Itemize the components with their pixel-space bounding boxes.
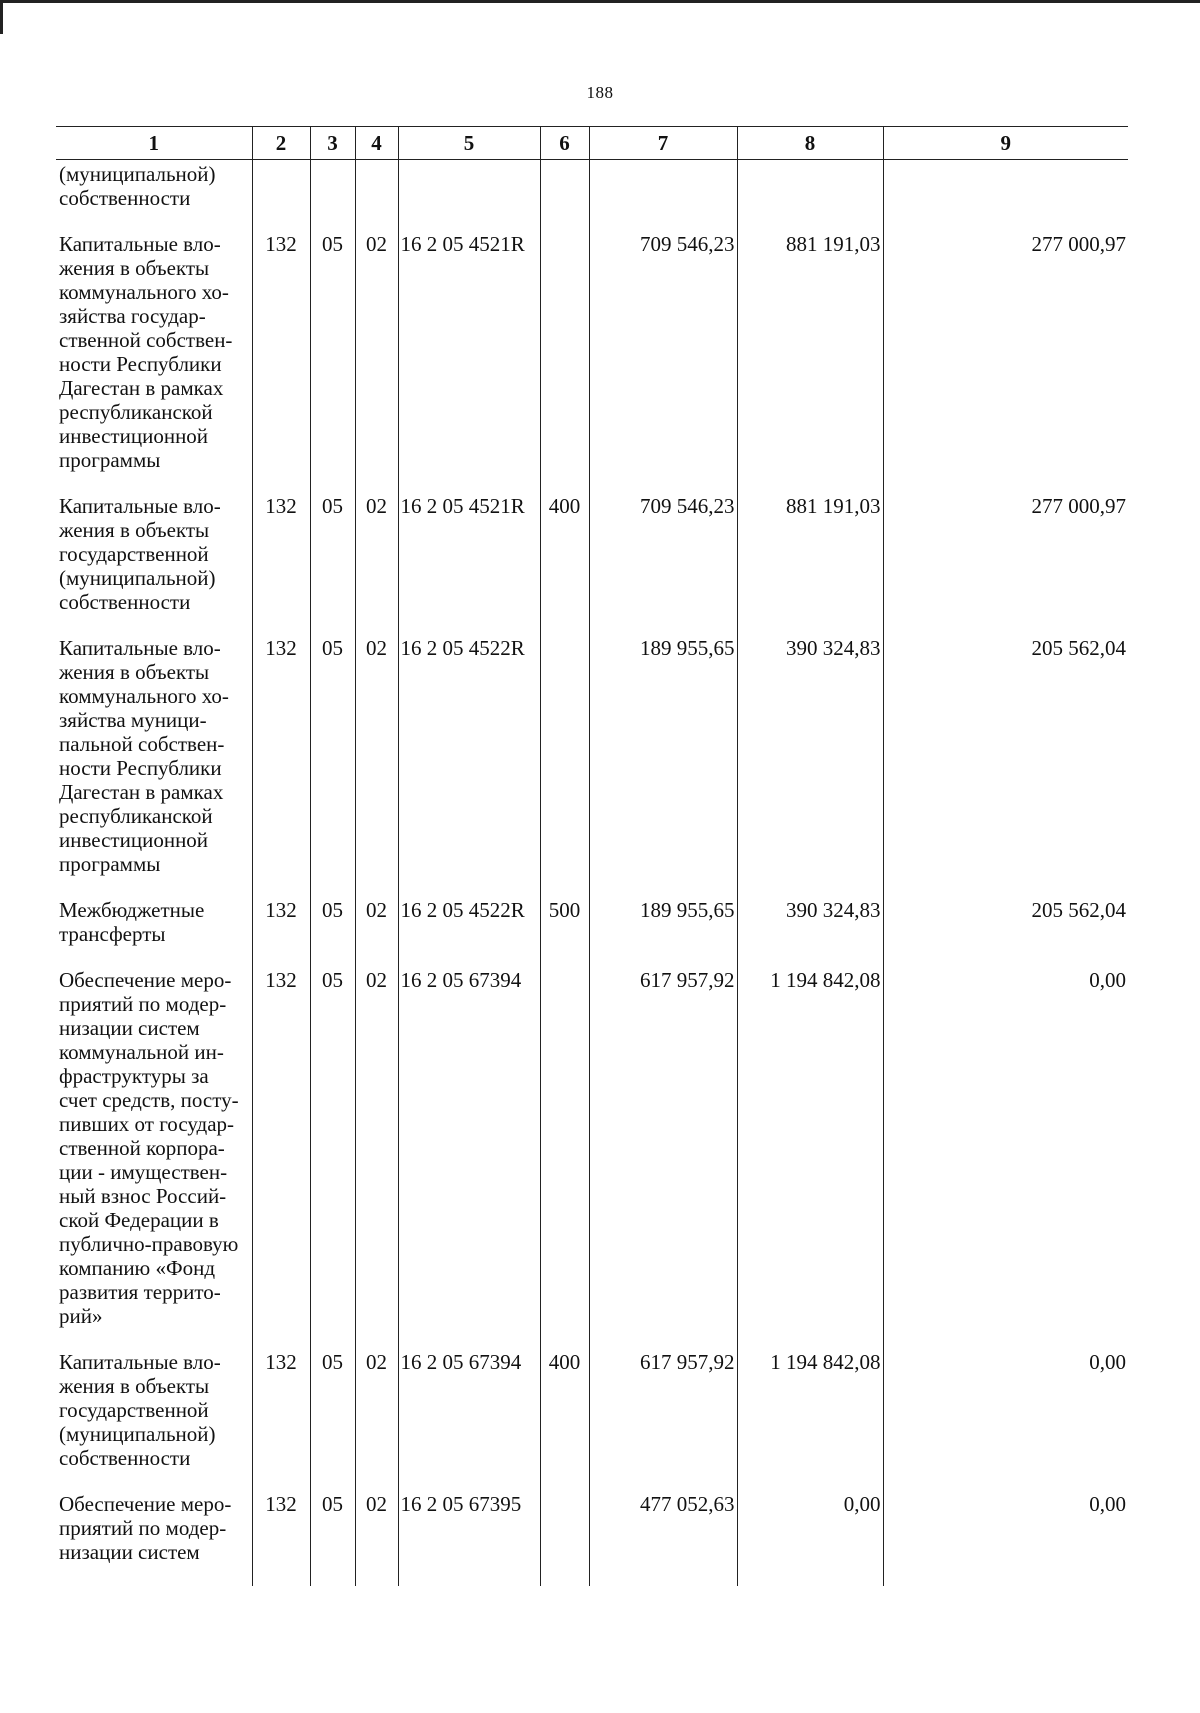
amount-col-9: [883, 1350, 1128, 1492]
admin-code: [252, 232, 310, 494]
expense-type-code: [540, 898, 589, 968]
section-code-text: 05: [322, 968, 343, 992]
row-name-text: (муниципальной) собственности: [59, 162, 216, 210]
amount-col-7-text: 709 546,23: [640, 232, 735, 256]
amount-col-9: [883, 232, 1128, 494]
subsection-code: [355, 232, 398, 494]
table-row: [56, 232, 1128, 494]
column-header: 4: [355, 127, 398, 160]
admin-code-text: 132: [265, 494, 297, 518]
expense-type-code: [540, 232, 589, 494]
target-article-code-text: 16 2 05 67394: [400, 1350, 522, 1374]
row-name-text: Капитальные вло- жения в объекты государственной (муниципальной) собственности: [59, 494, 221, 614]
section-code-text: 05: [322, 232, 343, 256]
column-header: 6: [540, 127, 589, 160]
admin-code: [252, 898, 310, 968]
amount-col-8-text: 390 324,83: [786, 898, 881, 922]
row-name: [56, 232, 252, 494]
expense-type-code-text: 400: [548, 1350, 581, 1374]
amount-col-8: [737, 1492, 883, 1586]
subsection-code-text: 02: [366, 232, 387, 256]
amount-col-8: [737, 636, 883, 898]
amount-col-7-text: 189 955,65: [640, 898, 735, 922]
subsection-code: [355, 160, 398, 233]
target-article-code-text: 16 2 05 4522R: [400, 636, 525, 660]
row-name: [56, 636, 252, 898]
amount-col-9-text: 277 000,97: [1031, 494, 1126, 518]
section-code-text: 05: [322, 1350, 343, 1374]
column-header: 5: [398, 127, 540, 160]
admin-code: [252, 636, 310, 898]
section-code: [310, 898, 355, 968]
subsection-code: [355, 1492, 398, 1586]
column-header: 8: [737, 127, 883, 160]
admin-code: [252, 968, 310, 1350]
amount-col-8: [737, 1350, 883, 1492]
target-article-code: [398, 636, 540, 898]
row-name: [56, 898, 252, 968]
admin-code: [252, 494, 310, 636]
subsection-code-text: 02: [366, 1492, 387, 1516]
section-code: [310, 232, 355, 494]
table-row: [56, 160, 1128, 233]
target-article-code-text: 16 2 05 4522R: [400, 898, 525, 922]
admin-code-text: 132: [265, 1492, 297, 1516]
column-header: 9: [883, 127, 1128, 160]
amount-col-9-text: 0,00: [1089, 1350, 1126, 1374]
amount-col-7: [589, 1492, 737, 1586]
target-article-code-text: 16 2 05 4521R: [400, 494, 525, 518]
target-article-code: [398, 1492, 540, 1586]
amount-col-9: [883, 160, 1128, 233]
amount-col-8: [737, 494, 883, 636]
target-article-code: [398, 494, 540, 636]
amount-col-8-text: 1 194 842,08: [770, 1350, 881, 1374]
page-frame-top: [0, 0, 1200, 3]
amount-col-7: [589, 232, 737, 494]
column-header: 2: [252, 127, 310, 160]
section-code-text: 05: [322, 636, 343, 660]
row-name-text: Капитальные вло- жения в объекты государственной (муниципальной) собственности: [59, 1350, 221, 1470]
row-name: [56, 1350, 252, 1492]
table-header-row: [56, 127, 1128, 160]
row-name-text: Обеспечение меро- приятий по модер- низации систем: [59, 1492, 232, 1564]
amount-col-8: [737, 232, 883, 494]
admin-code-text: 132: [265, 898, 297, 922]
target-article-code-text: 16 2 05 67395: [400, 1492, 522, 1516]
amount-col-9-text: 277 000,97: [1031, 232, 1126, 256]
admin-code-text: 132: [265, 636, 297, 660]
table-row: [56, 968, 1128, 1350]
subsection-code: [355, 898, 398, 968]
admin-code: [252, 1350, 310, 1492]
admin-code: [252, 160, 310, 233]
amount-col-9-text: 205 562,04: [1031, 636, 1126, 660]
subsection-code-text: 02: [366, 494, 387, 518]
section-code-text: 05: [322, 494, 343, 518]
subsection-code: [355, 636, 398, 898]
section-code-text: 05: [322, 898, 343, 922]
target-article-code: [398, 968, 540, 1350]
section-code: [310, 636, 355, 898]
expense-type-code: [540, 160, 589, 233]
amount-col-8: [737, 898, 883, 968]
section-code-text: 05: [322, 1492, 343, 1516]
section-code: [310, 1492, 355, 1586]
amount-col-7: [589, 898, 737, 968]
expense-type-code-text: 400: [548, 494, 581, 518]
row-name-text: Капитальные вло- жения в объекты коммунального хо- зяйства муници- пальной собствен- ности Республики Дагестан в рамках республиканской инвестиционной программы: [59, 636, 229, 876]
row-name-text: Капитальные вло- жения в объекты коммунального хо- зяйства государ- ственной собствен- ности Республики Дагестан в рамках республиканской инвестиционной программы: [59, 232, 233, 472]
expense-type-code: [540, 636, 589, 898]
amount-col-7: [589, 968, 737, 1350]
target-article-code: [398, 1350, 540, 1492]
amount-col-9: [883, 1492, 1128, 1586]
target-article-code: [398, 898, 540, 968]
target-article-code-text: 16 2 05 4521R: [400, 232, 525, 256]
amount-col-9: [883, 898, 1128, 968]
amount-col-7-text: 617 957,92: [640, 1350, 735, 1374]
amount-col-7-text: 477 052,63: [640, 1492, 735, 1516]
section-code: [310, 494, 355, 636]
target-article-code-text: 16 2 05 67394: [400, 968, 522, 992]
amount-col-9: [883, 636, 1128, 898]
row-name: [56, 160, 252, 233]
admin-code-text: 132: [265, 1350, 297, 1374]
amount-col-8-text: 881 191,03: [786, 494, 881, 518]
table-row: [56, 636, 1128, 898]
page-frame-left: [0, 0, 3, 34]
page-number: 188: [586, 83, 614, 102]
amount-col-9-text: 0,00: [1089, 968, 1126, 992]
expense-type-code: [540, 968, 589, 1350]
subsection-code-text: 02: [366, 636, 387, 660]
row-name-text: Обеспечение меро- приятий по модер- низации систем коммунальной ин- фраструктуры за счет средств, посту- пивших от государ- ственной корпора- ции - имуществен- ный взнос Россий- ской Федерации в публично-правовую компанию «Фонд развития террито- рий»: [59, 968, 239, 1328]
amount-col-7-text: 189 955,65: [640, 636, 735, 660]
target-article-code: [398, 160, 540, 233]
amount-col-7-text: 709 546,23: [640, 494, 735, 518]
amount-col-7: [589, 636, 737, 898]
row-name: [56, 1492, 252, 1586]
row-name-text: Межбюджетные трансферты: [59, 898, 205, 946]
expense-type-code: [540, 1350, 589, 1492]
subsection-code: [355, 494, 398, 636]
expense-type-code: [540, 494, 589, 636]
subsection-code: [355, 1350, 398, 1492]
admin-code-text: 132: [265, 968, 297, 992]
amount-col-7: [589, 494, 737, 636]
admin-code: [252, 1492, 310, 1586]
amount-col-9-text: 205 562,04: [1031, 898, 1126, 922]
table-row: [56, 1350, 1128, 1492]
amount-col-7: [589, 160, 737, 233]
amount-col-8: [737, 968, 883, 1350]
amount-col-9-text: 0,00: [1089, 1492, 1126, 1516]
target-article-code: [398, 232, 540, 494]
amount-col-8-text: 0,00: [843, 1492, 881, 1516]
row-name: [56, 494, 252, 636]
amount-col-8: [737, 160, 883, 233]
budget-table: [56, 126, 1128, 1586]
amount-col-7: [589, 1350, 737, 1492]
subsection-code-text: 02: [366, 968, 387, 992]
column-header: 3: [310, 127, 355, 160]
table-row: [56, 1492, 1128, 1586]
expense-type-code-text: 500: [548, 898, 581, 922]
column-header: 7: [589, 127, 737, 160]
subsection-code-text: 02: [366, 898, 387, 922]
section-code: [310, 968, 355, 1350]
admin-code-text: 132: [265, 232, 297, 256]
row-name: [56, 968, 252, 1350]
section-code: [310, 1350, 355, 1492]
table-row: [56, 494, 1128, 636]
amount-col-9: [883, 494, 1128, 636]
subsection-code: [355, 968, 398, 1350]
subsection-code-text: 02: [366, 1350, 387, 1374]
amount-col-8-text: 1 194 842,08: [770, 968, 881, 992]
amount-col-7-text: 617 957,92: [640, 968, 735, 992]
amount-col-8-text: 390 324,83: [786, 636, 881, 660]
table-body: [56, 160, 1128, 1587]
amount-col-9: [883, 968, 1128, 1350]
expense-type-code: [540, 1492, 589, 1586]
column-header: 1: [56, 127, 252, 160]
amount-col-8-text: 881 191,03: [786, 232, 881, 256]
section-code: [310, 160, 355, 233]
table-row: [56, 898, 1128, 968]
